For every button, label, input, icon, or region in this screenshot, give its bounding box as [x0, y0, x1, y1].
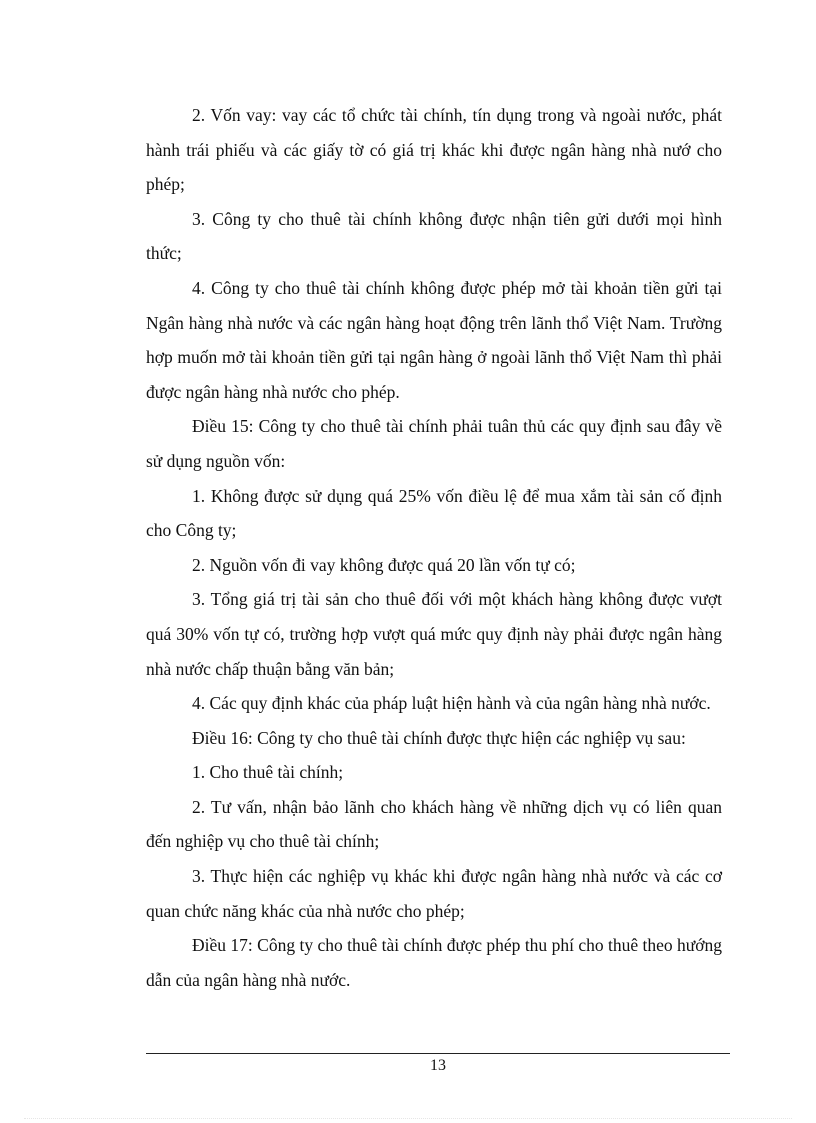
paragraph-other-regulations: 4. Các quy định khác của pháp luật hiện hành và của ngân hàng nhà nước. — [192, 693, 711, 714]
paragraph-lease-value-limit: 3. Tổng giá trị tài sản cho thuê đối với một khách hàng không được vượt quá 30% vốn tự có, trường hợp vượt quá mức quy định này phải được ngân hàng nhà nước chấp thuận bằng văn bản; — [146, 589, 722, 679]
paragraph-financial-leasing: 1. Cho thuê tài chính; — [192, 762, 344, 783]
article-17-paragraph: Điều 17: Công ty cho thuê tài chính được phép thu phí cho thuê theo hướng dẫn của ngân hàng nhà nước. — [146, 935, 722, 990]
paragraph-borrowed-capital: 2. Vốn vay: vay các tổ chức tài chính, tín dụng trong và ngoài nước, phát hành trái phiếu và các giấy tờ có giá trị khác khi được ngân hàng nhà nướ cho phép; — [146, 105, 722, 195]
paragraph-consulting-guarantee: 2. Tư vấn, nhận bảo lãnh cho khách hàng về những dịch vụ có liên quan đến nghiệp vụ cho thuê tài chính; — [146, 796, 722, 852]
paragraph-fixed-assets-limit: 1. Không được sử dụng quá 25% vốn điều lệ để mua xắm tài sản cố định cho Công ty; — [146, 485, 722, 541]
paragraph-no-deposits: 3. Công ty cho thuê tài chính không được nhận tiên gửi dưới mọi hình thức; — [146, 208, 722, 264]
paragraph-borrowing-limit: 2. Nguồn vốn đi vay không được quá 20 lần vốn tự có; — [192, 554, 576, 575]
bottom-dotted-border — [24, 1118, 792, 1119]
article-16-heading: Điều 16: Công ty cho thuê tài chính được thực hiện các nghiệp vụ sau: — [192, 727, 686, 748]
document-body — [146, 98, 722, 997]
paragraph-other-operations: 3. Thực hiện các nghiệp vụ khác khi được ngân hàng nhà nước và các cơ quan chức năng khác của nhà nước cho phép; — [146, 866, 722, 921]
paragraph-deposit-accounts: 4. Công ty cho thuê tài chính không được phép mở tài khoản tiền gửi tại Ngân hàng nhà nước và các ngân hàng hoạt động trên lãnh thổ Việt Nam. Trường hợp muốn mở tài khoản tiền gửi tại ngân hàng ở ngoài lãnh thổ Việt Nam thì phải được ngân hàng nhà nước cho phép. — [146, 277, 722, 402]
footer-divider — [146, 1053, 730, 1054]
article-15-heading: Điều 15: Công ty cho thuê tài chính phải tuân thủ các quy định sau đây về sử dụng nguồn vốn: — [146, 416, 722, 471]
page-number: 13 — [430, 1057, 446, 1074]
